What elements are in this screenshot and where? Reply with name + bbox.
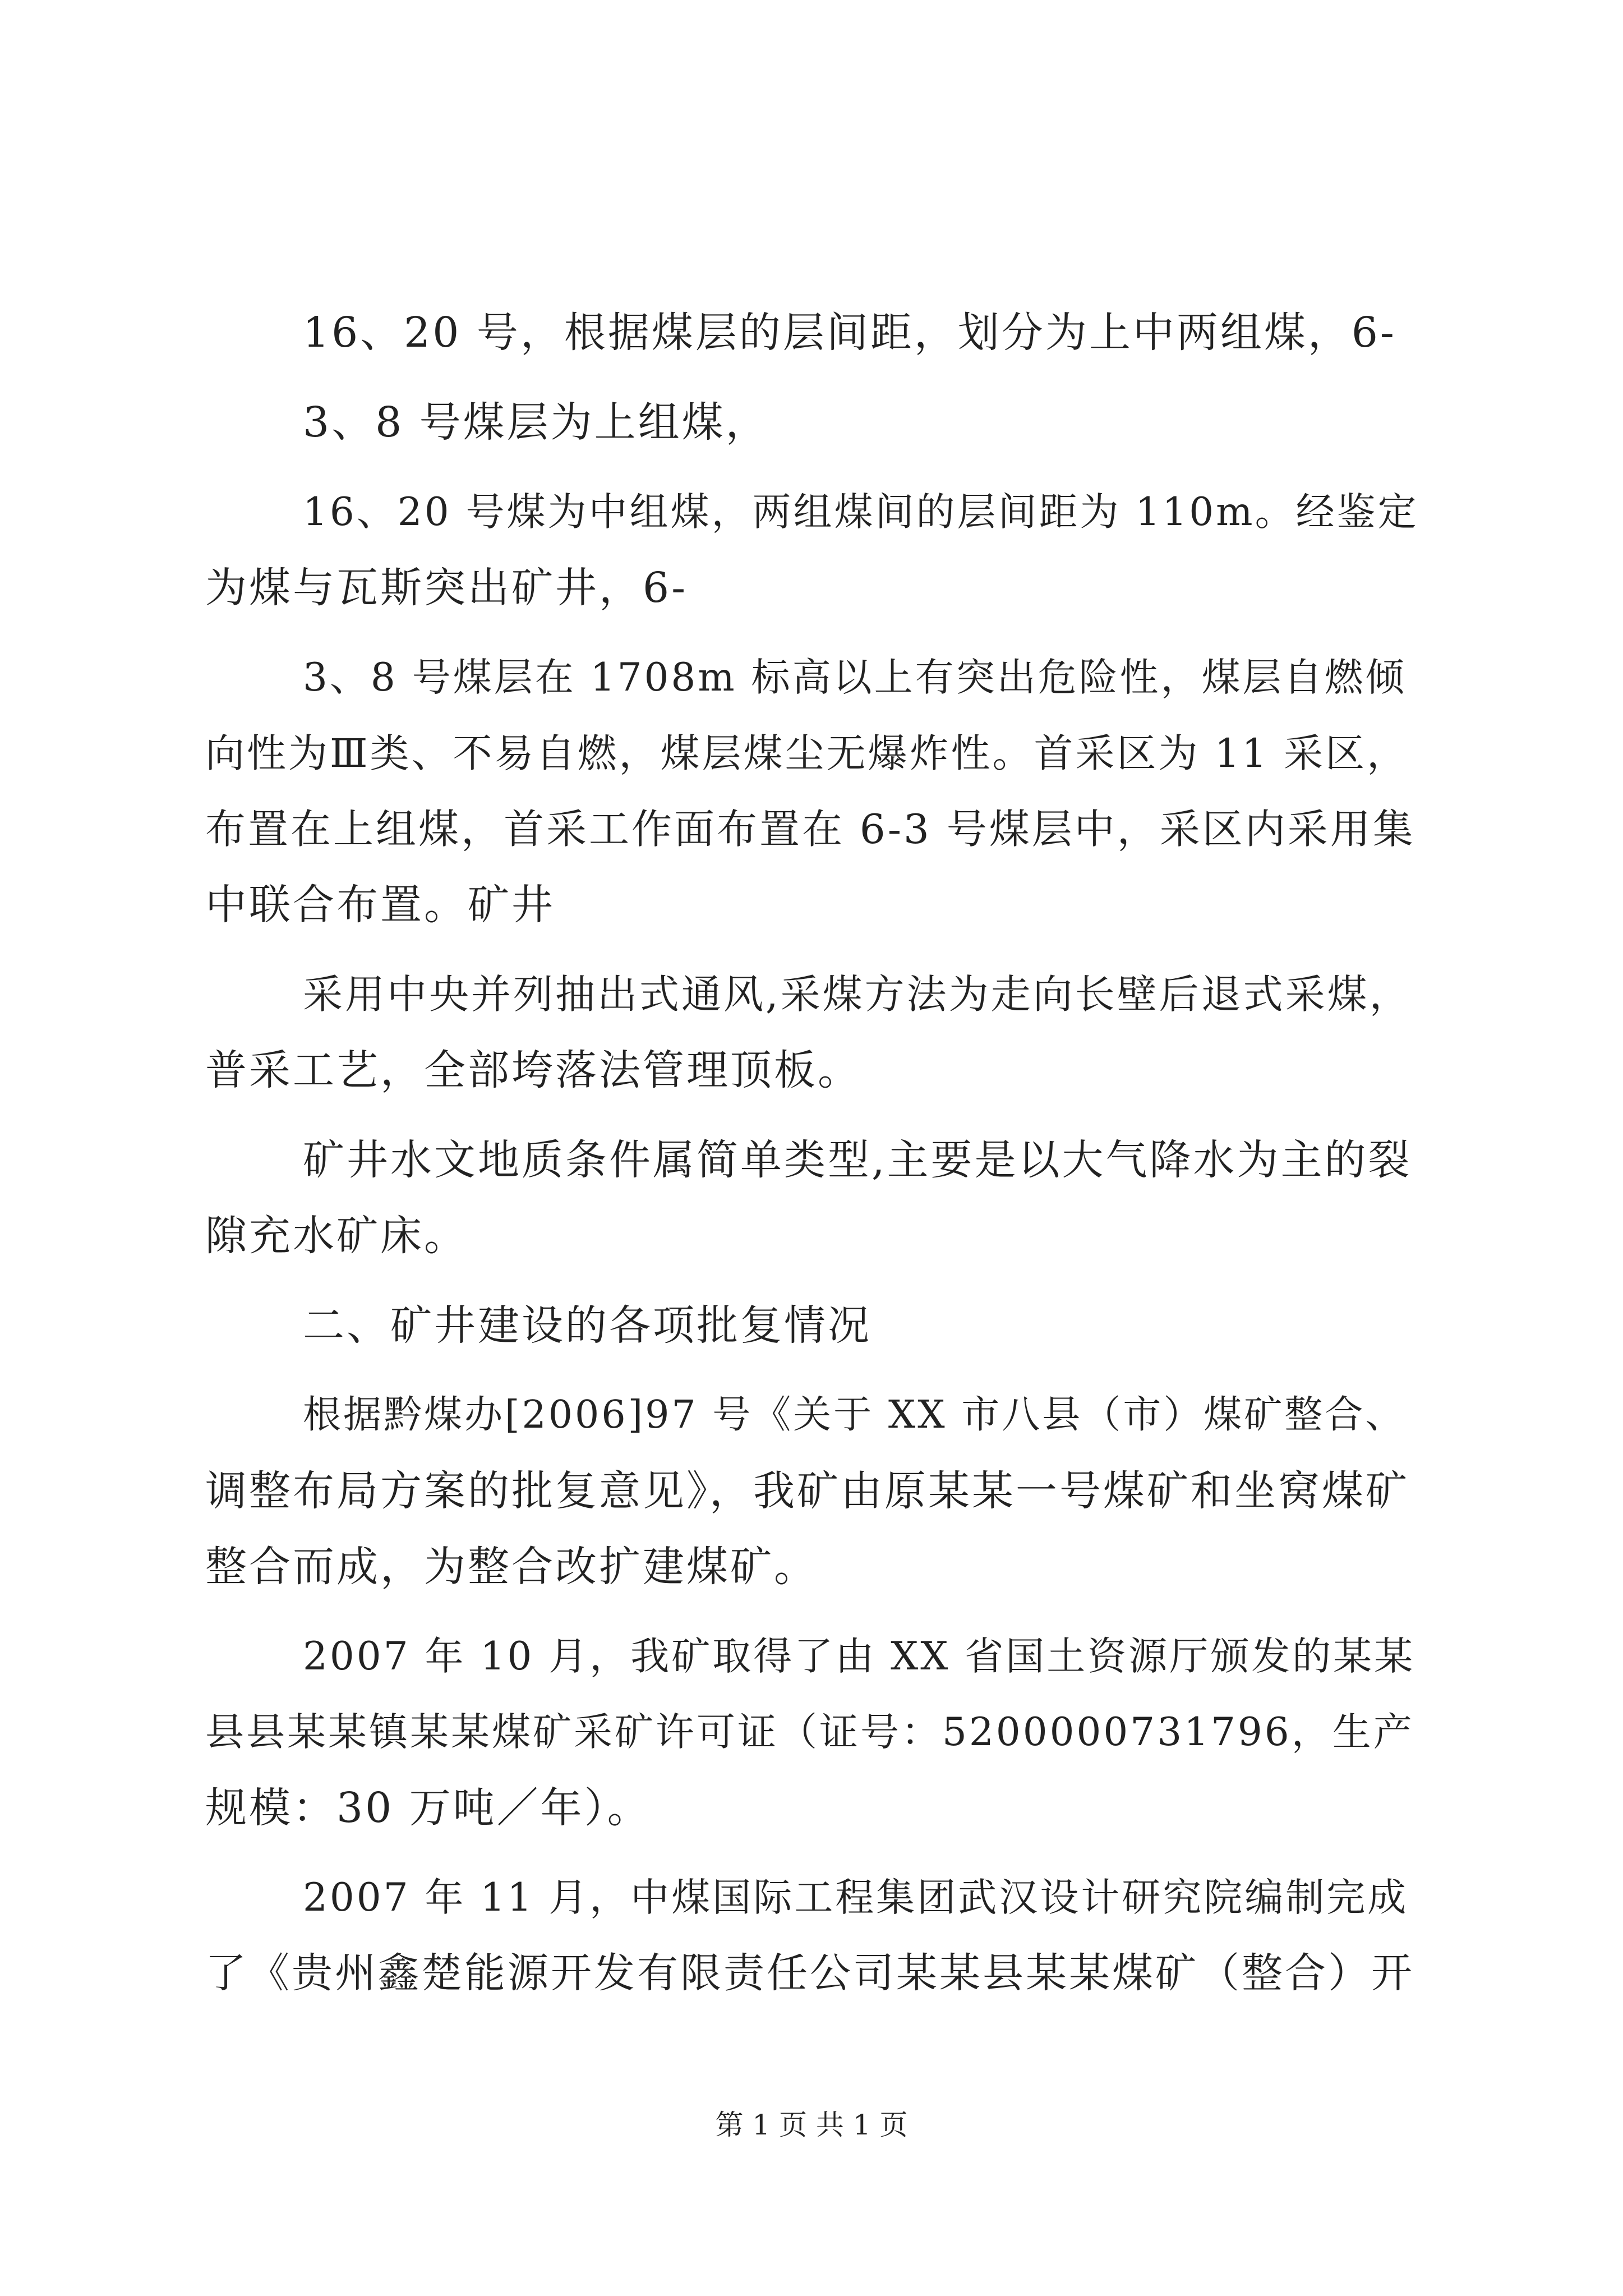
- text-line: 规模：30 万吨／年）。: [205, 1784, 651, 1832]
- page-footer: 第 1 页 共 1 页: [715, 2109, 908, 2141]
- text-line: 普采工艺，全部垮落法管理顶板。: [205, 1046, 861, 1094]
- text-line: 3、8 号煤层为上组煤，: [303, 398, 769, 447]
- text-line: 隙充水矿床。: [205, 1212, 468, 1260]
- text-line: 为煤与瓦斯突出矿井，6-: [205, 564, 688, 612]
- text-line: 16、20 号，根据煤层的层间距，划分为上中两组煤，6-: [303, 309, 1396, 357]
- text-line: 根据黔煤办[2006]97 号《关于 XX 市八县（市）煤矿整合、: [303, 1393, 1406, 1437]
- text-line: 2007 年 10 月，我矿取得了由 XX 省国土资源厅颁发的某某: [303, 1634, 1415, 1679]
- text-line: 了《贵州鑫楚能源开发有限责任公司某某县某某煤矿（整合）开: [205, 1949, 1414, 1997]
- text-line: 16、20 号煤为中组煤，两组煤间的层间距为 110m。经鉴定: [303, 490, 1419, 535]
- text-line: 县县某某镇某某煤矿采矿许可证（证号：5200000731796，生产: [205, 1710, 1414, 1755]
- text-line: 布置在上组煤，首采工作面布置在 6-3 号煤层中，采区内采用集: [205, 806, 1415, 853]
- text-line: 采用中央并列抽出式通风,采煤方法为走向长壁后退式采煤，: [303, 971, 1412, 1018]
- text-line: 矿井水文地质条件属简单类型,主要是以大气降水为主的裂: [303, 1136, 1412, 1184]
- text-line: 中联合布置。矿井: [205, 881, 555, 929]
- text-line: 3、8 号煤层在 1708m 标高以上有突出危险性，煤层自燃倾: [303, 655, 1407, 700]
- text-line: 向性为Ⅲ类、不易自燃，煤层煤尘无爆炸性。首采区为 11 采区，: [205, 730, 1409, 776]
- text-line: 2007 年 11 月，中煤国际工程集团武汉设计研究院编制完成: [303, 1875, 1409, 1920]
- section-heading: 二、矿井建设的各项批复情况: [303, 1301, 872, 1350]
- text-line: 调整布局方案的批复意见》，我矿由原某某一号煤矿和坐窝煤矿: [205, 1467, 1409, 1515]
- text-line: 整合而成，为整合改扩建煤矿。: [205, 1543, 818, 1591]
